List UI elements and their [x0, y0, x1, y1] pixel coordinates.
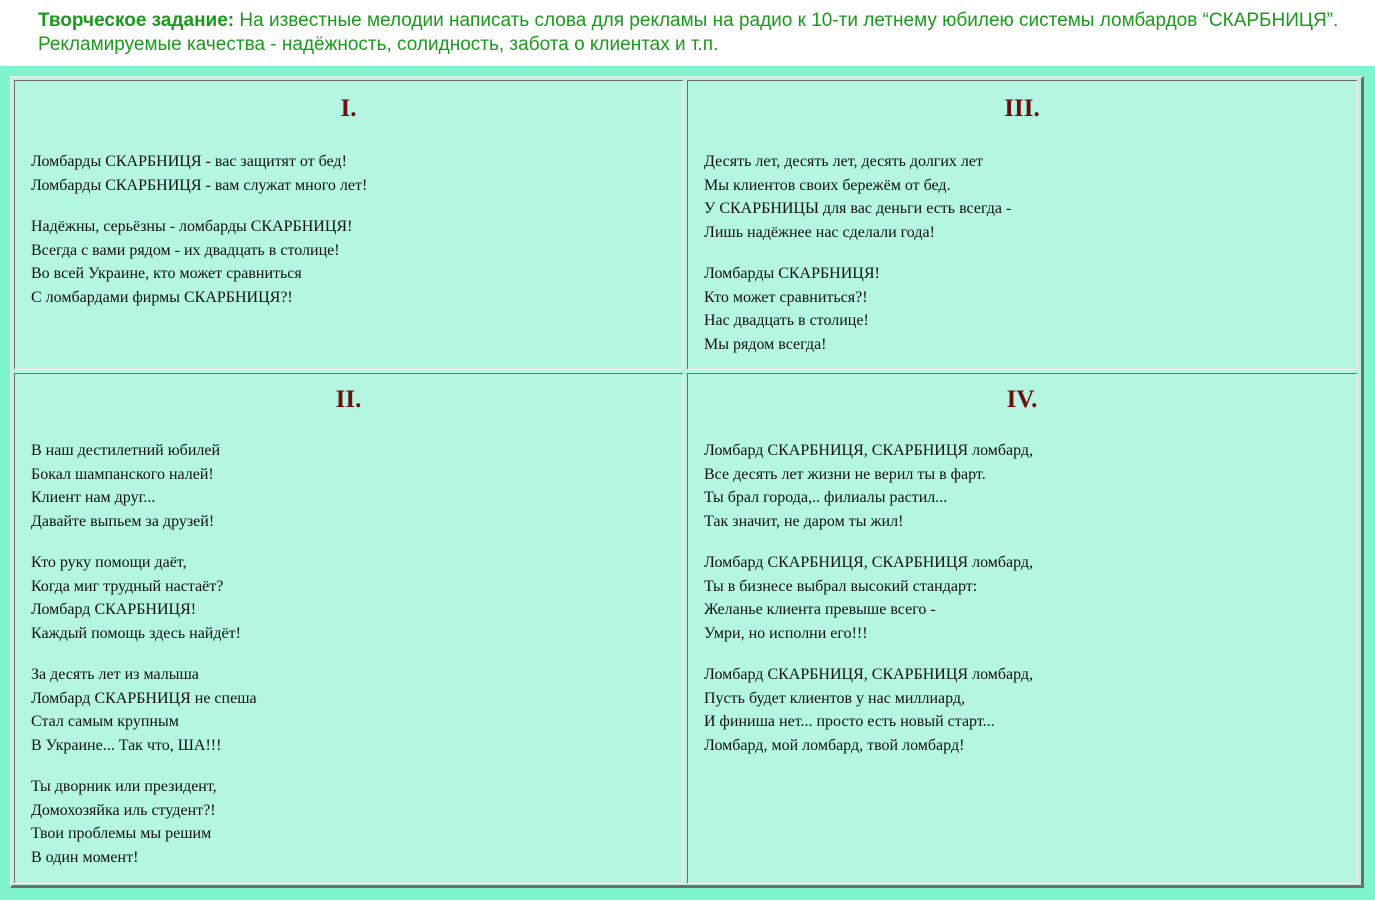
lyric-line: В наш дестилетний юбилей — [31, 442, 221, 459]
lyric-line: Бокал шампанского налей! — [31, 465, 214, 483]
lyric-line: Ломбарды СКАРБНИЦЯ! — [704, 265, 880, 282]
lyric-line: Всегда с вами рядом - их двадцать в столице! — [31, 241, 340, 259]
task-text: На известные мелодии написать слова для рекламы на радио к 10-ти летнему юбилею системы ломбардов “СКАРБНИЦЯ”. Рекламируемые качества - надёжность, солидность, забота о клиентах и т.п. — [38, 10, 1339, 55]
lyric-line: Ты в бизнесе выбрал высокий стандарт: — [704, 577, 978, 595]
lyric-line: Надёжны, серьёзны - ломбарды СКАРБНИЦЯ! — [31, 218, 353, 235]
stanza — [704, 150, 1346, 244]
lyric-line: Когда миг трудный настаёт? — [31, 577, 224, 595]
stanza — [31, 663, 672, 757]
lyric-line: Ломбард СКАРБНИЦЯ! — [31, 601, 197, 618]
lyric-line: Мы рядом всегда! — [704, 335, 827, 353]
lyric-line: Ты дворник или президент, — [31, 778, 217, 795]
lyric-line: Ломбарды СКАРБНИЦЯ - вас защитят от бед! — [31, 153, 347, 170]
lyric-line: Кто может сравниться?! — [704, 288, 868, 306]
lyric-line: Ломбард СКАРБНИЦЯ, СКАРБНИЦЯ ломбард, — [704, 666, 1034, 683]
stanza-list — [31, 439, 672, 887]
lyric-line: Так значит, не даром ты жил! — [704, 512, 904, 530]
lyric-line: Во всей Украине, кто может сравниться — [31, 265, 302, 282]
lyric-line: Десять лет, десять лет, десять долгих лет — [704, 153, 984, 170]
lyrics-cell-1 — [14, 80, 684, 370]
stanza — [704, 439, 1346, 533]
lyrics-table — [10, 76, 1364, 888]
lyric-line: Давайте выпьем за друзей! — [31, 512, 215, 530]
stanza-list — [704, 439, 1346, 775]
lyric-line: И финиша нет... просто есть новый старт... — [704, 713, 995, 730]
lyric-line: В Украине... Так что, ША!!! — [31, 736, 222, 754]
lyric-line: Ломбард СКАРБНИЦЯ, СКАРБНИЦЯ ломбард, — [704, 554, 1034, 571]
lyric-line: У СКАРБНИЦЫ для вас деньги есть всегда - — [704, 200, 1012, 217]
lyric-line: В один момент! — [31, 848, 139, 866]
lyric-line: Каждый помощь здесь найдёт! — [31, 624, 241, 642]
lyrics-cell-4 — [687, 373, 1358, 884]
lyric-line: Домохозяйка иль студент?! — [31, 801, 216, 819]
lyric-line: Клиент нам друг... — [31, 489, 156, 506]
lyric-line: Кто руку помощи даёт, — [31, 554, 187, 571]
lyric-line: Мы клиентов своих бережём от бед. — [704, 176, 951, 194]
lyric-line: Нас двадцать в столице! — [704, 312, 869, 329]
stanza — [31, 551, 672, 645]
lyric-line: Стал самым крупным — [31, 713, 179, 730]
lyric-line: Ломбард СКАРБНИЦЯ, СКАРБНИЦЯ ломбард, — [704, 442, 1034, 459]
lyric-line: Все десять лет жизни не верил ты в фарт. — [704, 465, 986, 483]
cell-numeral: IV. — [1006, 386, 1038, 413]
cell-numeral: I. — [340, 95, 357, 122]
stanza-list — [704, 150, 1346, 374]
task-description — [38, 9, 1358, 57]
stanza — [704, 551, 1346, 645]
cell-numeral: III. — [1004, 95, 1040, 122]
lyric-line: За десять лет из малыша — [31, 666, 199, 683]
stanza — [31, 439, 672, 533]
stanza-list — [31, 150, 672, 327]
lyric-line: Ты брал города,.. филиалы растил... — [704, 489, 948, 506]
cell-numeral: II. — [335, 386, 362, 413]
lyric-line: Умри, но исполни его!!! — [704, 624, 868, 642]
stanza — [31, 215, 672, 309]
lyric-line: Ломбард СКАРБНИЦЯ не спеша — [31, 689, 257, 707]
lyric-line: Ломбард, мой ломбард, твой ломбард! — [704, 736, 965, 754]
lyric-line: Желанье клиента превыше всего - — [704, 601, 936, 618]
lyrics-cell-3 — [687, 80, 1358, 370]
lyric-line: Ломбарды СКАРБНИЦЯ - вам служат много лет! — [31, 176, 368, 194]
lyric-line: Пусть будет клиентов у нас миллиард, — [704, 689, 966, 707]
lyric-line: Лишь надёжнее нас сделали года! — [704, 223, 935, 241]
stanza — [31, 775, 672, 869]
lyric-line: С ломбардами фирмы СКАРБНИЦЯ?! — [31, 288, 293, 306]
lyrics-cell-2 — [14, 373, 684, 884]
task-label: Творческое задание: — [38, 10, 235, 31]
stanza — [704, 663, 1346, 757]
lyric-line: Твои проблемы мы решим — [31, 825, 212, 842]
stanza — [704, 262, 1346, 356]
stanza — [31, 150, 672, 197]
